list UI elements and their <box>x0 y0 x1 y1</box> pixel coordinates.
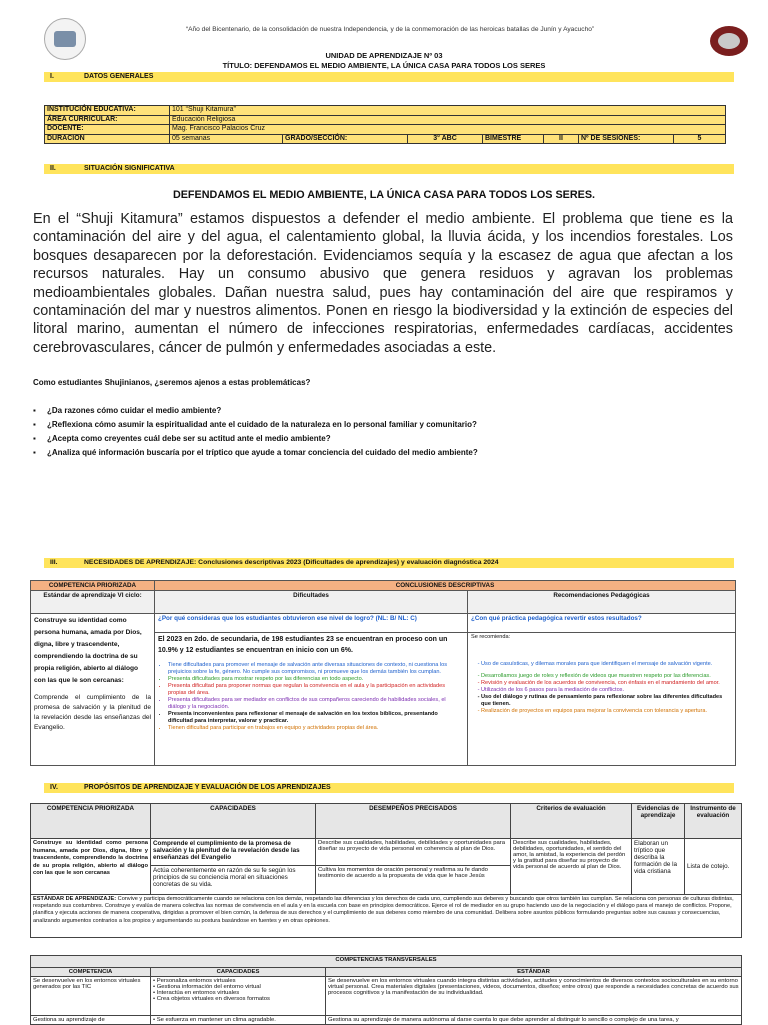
col-header-difficulties: Dificultades <box>155 591 468 614</box>
question-levels: ¿Por qué consideras que los estudiantes obtuvieron ese nivel de logro? (NL: B/ NL: C) <box>158 615 417 622</box>
capacity-item: Se esfuerza en mantener un clima agradable. <box>156 1017 276 1023</box>
transversal-table <box>30 955 742 1025</box>
section-needs <box>44 558 734 568</box>
situation-title: DEFENDAMOS EL MEDIO AMBIENTE, LA ÚNICA CASA PARA TODOS LOS SERES. <box>172 189 596 201</box>
question-practice: ¿Con qué práctica pedagógica revertir estos resultados? <box>471 615 642 622</box>
instrument-text: Lista de cotejo. <box>685 839 742 895</box>
diagnostic-stat: El 2023 en 2do. de secundaria, de 198 estudiantes 23 se encuentran en proceso con un 10.9% y 12 estudiantes se encuentran en inicio con un 6%. <box>158 636 448 654</box>
capacity-item: Actúa coherentemente en razón de su fe según los principios de su conciencia moral en situaciones concretas de su vida. <box>151 866 316 895</box>
difficulty-item: • Presenta dificultades para mostrar respeto por las diferencias en todo aspecto. <box>168 676 464 683</box>
col-header-competence: COMPETENCIA PRIORIZADA <box>31 581 155 591</box>
col-header-instrument: Instrumento de evaluación <box>685 804 742 839</box>
competence-text: Construye su identidad como persona humana, amada por Dios, digna, libre y trascendente, comprendiendo la doctrina de su propia religión, abierto al diálogo con las que le son cercanas <box>31 839 151 895</box>
bimestre-label: BIMESTRE <box>483 134 544 144</box>
question-list <box>33 404 478 460</box>
section-label: PROPÓSITOS DE APRENDIZAJE Y EVALUACIÓN DE LOS APRENDIZAJES <box>84 784 331 791</box>
section-label: NECESIDADES DE APRENDIZAJE: Conclusiones descriptivas 2023 (Dificultades de aprendizajes) y evaluación diagnóstica 2024 <box>84 559 499 566</box>
list-item: • Interactúa en entornos virtuales <box>153 990 240 996</box>
recommendation-item: - Desarrollamos juego de roles y reflexión de videos que muestren respeto por las diferencias. <box>481 673 732 680</box>
list-item: • Crea objetos virtuales en diversos formatos <box>153 996 270 1002</box>
section-general-data <box>44 72 734 82</box>
competence-text: Gestiona su aprendizaje de <box>31 1016 151 1025</box>
section-number: III. <box>50 559 58 566</box>
bullet-icon: ▪ <box>33 448 36 457</box>
col-header-capacities: CAPACIDADES <box>151 804 316 839</box>
col-header-capacities: CAPACIDADES <box>151 968 326 977</box>
duracion-label: DURACION <box>45 134 170 144</box>
section-number: I. <box>50 73 54 80</box>
bullet-text: ¿Analiza qué información buscaría por el tríptico que ayude a tomar conciencia del cuidado del medio ambiente? <box>47 448 478 457</box>
area-label: ÁREA CURRICULAR: <box>45 115 170 125</box>
sesiones-value: 5 <box>674 134 726 144</box>
criteria-text: Describe sus cualidades, habilidades, debilidades, oportunidades, el sentido del amor, la amistad, la experiencia del perdón y la gratitud para diseñar su proyecto de vida personal de acuerdo al plan de Dios. <box>511 839 632 895</box>
difficulty-item: • Tiene dificultades para promover el mensaje de salvación ante diversas situaciones de contexto, ni cuestiona los prejuicios sobre la fe, género. No cumple sus compromisos, ni promueve que los demás también los cumplan. <box>168 662 464 676</box>
situation-paragraph: En el “Shuji Kitamura” estamos dispuestos a defender el medio ambiente. El problema que tiene es la contaminación del aire y del agua, el calentamiento global, la lluvia ácida, y los incendios forestales. Los bosques desaparecen por la deforestación. Evidenciamos sequía y la escasez de agua que afectan a los recursos naturales. Hay un consumo abusivo que genera residuos y agravan los problemas medioambientales globales. Dañan nuestra salud, pues hay contaminación del aire que respiramos y contaminación del mar y nuestros alimentos. Ponen en riesgo la biodiversidad y la extinción de especies del litoral marino, aumentan el número de infecciones respiratorias, enfermedades cardíacas, accidentes cerebrovasculares, cáncer de pulmón y enfermedades asociadas a este. <box>33 211 733 356</box>
col-header-evidence: Evidencias de aprendizaje <box>632 804 685 839</box>
purposes-table <box>30 803 742 938</box>
area-value: Educación Religiosa <box>170 115 726 125</box>
recommendation-item: - Revisión y evaluación de los acuerdos de convivencia, con énfasis en el mandamiento del amor. <box>481 680 732 687</box>
recommendation-item: - Uso de casuísticas, y dilemas morales para que identifiquen el mensaje de salvación vigente. <box>481 661 732 668</box>
general-data-table <box>44 105 726 144</box>
docente-label: DOCENTE: <box>45 125 170 135</box>
unit-number: UNIDAD DE APRENDIZAJE Nº 03 <box>325 51 443 60</box>
capacity-item: Gestiona información del entorno virtual <box>156 984 261 990</box>
list-item <box>33 418 478 432</box>
col-header-conclusions: CONCLUSIONES DESCRIPTIVAS <box>155 581 736 591</box>
recommend-label: Se recomienda: <box>471 634 511 640</box>
recommendation-item: - Realización de proyectos en equipos para mejorar la convivencia con tolerancia y apertura. <box>481 708 732 715</box>
performance-item: Cultiva los momentos de oración personal y reafirma su fe dando testimonio de acuerdo a la propuesta de vida que le hace Jesús <box>316 866 511 895</box>
bullet-icon: ▪ <box>33 406 36 415</box>
transversal-title: COMPETENCIAS TRANSVERSALES <box>31 956 742 968</box>
bullet-icon: ▪ <box>33 420 36 429</box>
col-header-standard: ESTÁNDAR <box>326 968 742 977</box>
list-item: • Personaliza entornos virtuales <box>153 978 236 984</box>
list-item: • Gestiona información del entorno virtual <box>153 984 261 990</box>
performance-item: Describe sus cualidades, habilidades, debilidades y oportunidades para diseñar su proyecto de vida personal en coherencia al plan de Dios. <box>316 839 511 866</box>
section-label: DATOS GENERALES <box>84 73 154 80</box>
bullet-text: ¿Reflexiona cómo asumir la espiritualidad ante el cuidado de la naturaleza en lo personal familiar y comunitario? <box>47 420 477 429</box>
col-header-performance: DESEMPEÑOS PRECISADOS <box>316 804 511 839</box>
capacity-text: Comprende el cumplimiento de la promesa de salvación y la plenitud de la revelación desde las enseñanzas del Evangelio. <box>34 694 151 731</box>
sesiones-label: Nº DE SESIONES: <box>579 134 674 144</box>
col-header-criteria: Criterios de evaluación <box>511 804 632 839</box>
competence-text: Construye su identidad como persona humana, amada por Dios, digna, libre y trascendente, comprendiendo la doctrina de su propia religión, abierto al diálogo con las que le son cercanas: <box>34 617 142 684</box>
standard-text: Gestiona su aprendizaje de manera autónoma al darse cuenta lo que debe aprender al distinguir lo sencillo o complejo de una tarea, y <box>326 1016 742 1025</box>
col-header-competence: COMPETENCIA <box>31 968 151 977</box>
difficulty-item: • Tienen dificultad para participar en trabajos en equipo y actividades propias del área. <box>168 725 464 732</box>
standard-text: Se desenvuelve en los entornos virtuales cuando integra distintas actividades, actitudes y conocimientos de diversos contextos socioculturales en su entorno virtual personal. Crea materiales digitales (presentaciones, videos, documentos, diseños; entre otros) que responde a necesidades concretas de acuerdo sus procesos cognitivos y la manifestación de su individualidad. <box>326 977 742 1016</box>
capacity-item: Personaliza entornos virtuales <box>156 978 236 984</box>
section-situation <box>44 164 734 174</box>
list-item: • Se esfuerza en mantener un clima agradable. <box>153 1017 276 1023</box>
standard-text: Convive y participa democráticamente cuando se relaciona con los demás, respetando las diferencias y los derechos de cada uno, cumpliendo sus deberes y buscando que otros también las cumplan. Se relaciona con personas de culturas distintas, respetando sus costumbres. Construye y evalúa de manera colectiva las normas de convivencia en el aula y en la escuela con base en principios democráticos. Ejerce el rol de mediador en su grupo haciendo uso de la negociación y el diálogo para el manejo de conflictos. Propone, planifica y ejecuta acciones de manera cooperativa, dirigidas a promover el bien común, la defensa de sus derechos y el cumplimiento de sus deberes como miembro de una comunidad. Delibera sobre asuntos públicos formulando preguntas sobre sus causas y consecuencias, analizando argumentos contrarios a los propios y argumentando su postura basándose en fuentes y en otras opiniones. <box>33 896 734 924</box>
recommendation-item: - Utilización de los 6 pasos para la mediación de conflictos. <box>481 687 732 694</box>
bullet-icon: ▪ <box>33 434 36 443</box>
col-header-recommendations: Recomendaciones Pedagógicas <box>468 591 736 614</box>
unit-title: TÍTULO: DEFENDAMOS EL MEDIO AMBIENTE, LA ÚNICA CASA PARA TODOS LOS SERES <box>222 61 546 70</box>
standard-label: ESTÁNDAR DE APRENDIZAJE: <box>33 896 117 902</box>
difficulty-item: • Presenta inconvenientes para reflexionar el mensaje de salvación en los textos bíblicos, presentando dificultad para interpretar, valorar y practicar. <box>168 711 464 725</box>
section-number: II. <box>50 165 56 172</box>
capacity-item: Interactúa en entornos virtuales <box>156 990 240 996</box>
situation-question: Como estudiantes Shujinianos, ¿seremos ajenos a estas problemáticas? <box>33 378 311 387</box>
list-item <box>33 446 478 460</box>
evidence-text: Elaboran un tríptico que describa la formación de la vida cristiana <box>632 839 685 895</box>
list-item <box>33 432 478 446</box>
difficulty-item: • Presenta dificultades para ser mediador en conflictos de sus compañeros careciendo de habilidades sociales, el diálogo y la negociación. <box>168 697 464 711</box>
recommendation-item: - Uso del diálogo y rutinas de pensamiento para reflexionar sobre las diferentes dificultades que tienen. <box>481 694 732 708</box>
duracion-value: 05 semanas <box>170 134 283 144</box>
section-label: SITUACIÓN SIGNIFICATIVA <box>84 165 175 172</box>
grado-label: GRADO/SECCIÓN: <box>283 134 408 144</box>
col-header-standard: Estándar de aprendizaje VI ciclo: <box>31 591 155 614</box>
difficulty-item: • Presenta dificultad para proponer normas que regulan la convivencia en el aula y la participación en actividades propias del área. <box>168 683 464 697</box>
capacity-item: Comprende el cumplimiento de la promesa de salvación y la plenitud de la revelación desde las enseñanzas del Evangelio <box>151 839 316 866</box>
col-header-competence: COMPETENCIA PRIORIZADA <box>31 804 151 839</box>
ie-value: 101 “Shuji Kitamura” <box>170 106 726 116</box>
section-purposes <box>44 783 734 793</box>
grado-value: 3° ABC <box>408 134 483 144</box>
bimestre-value: II <box>544 134 579 144</box>
bullet-text: ¿Da razones cómo cuidar el medio ambiente? <box>47 406 222 415</box>
year-title: “Año del Bicentenario, de la consolidación de nuestra Independencia, y de la conmemoración de las heroicas batallas de Junín y Ayacucho” <box>185 26 595 33</box>
ie-label: INSTITUCIÓN EDUCATIVA: <box>45 106 170 116</box>
competence-text: Se desenvuelve en los entornos virtuales generados por las TIC <box>31 977 151 1016</box>
section-number: IV. <box>50 784 58 791</box>
needs-table <box>30 580 736 766</box>
bullet-text: ¿Acepta como creyentes cuál debe ser su actitud ante el medio ambiente? <box>47 434 331 443</box>
list-item <box>33 404 478 418</box>
capacity-item: Crea objetos virtuales en diversos formatos <box>156 996 270 1002</box>
docente-value: Mag. Francisco Palacios Cruz <box>170 125 726 135</box>
